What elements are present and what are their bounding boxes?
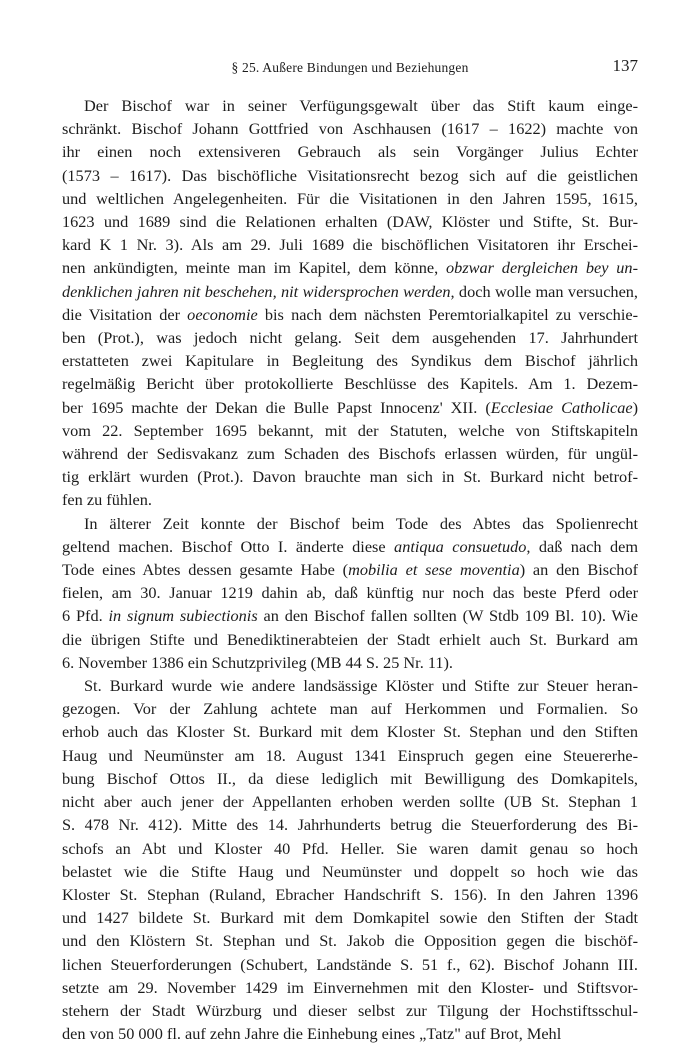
text-run: tig erklärt wurden (Prot.). Davon brauchte man sich in St. Burkard nicht betrof-: [62, 467, 638, 487]
italic-text: antiqua consuetudo,: [394, 536, 531, 556]
text-run: fen zu fühlen.: [62, 490, 152, 510]
text-run: schränkt. Bischof Johann Gottfried von Aschhausen (1617 – 1622) machte von: [62, 119, 638, 139]
text-run: Tode eines Abtes dessen gesamte Habe (: [62, 560, 349, 580]
body-text: [62, 94, 638, 1045]
italic-text: Ecclesiae Catholicae: [490, 397, 633, 417]
text-run: erstatteten zwei Kapitulare in Begleitung des Syndikus dem Bischof jährlich: [62, 351, 638, 371]
text-run: ber 1695 machte der Dekan die Bulle Papst Innocenz' XII. (: [62, 397, 491, 417]
italic-text: denklichen jahren nit beschehen, nit widersprochen werden,: [62, 281, 455, 301]
text-line: [62, 929, 638, 952]
italic-text: in signum subiectionis: [108, 606, 258, 626]
text-run: stehern der Stadt Würzburg und dieser selbst zur Tilgung der Hochstiftsschul-: [62, 1000, 638, 1020]
text-run: den von 50 000 fl. auf zehn Jahre die Einhebung eines „Tatz" auf Brot, Mehl: [62, 1024, 562, 1044]
text-run: 1623 und 1689 sind die Relationen erhalten (DAW, Klöster und Stifte, St. Bur-: [62, 212, 638, 232]
text-line: [62, 744, 638, 767]
text-run: St. Burkard wurde wie andere landsässige Klöster und Stifte zur Steuer heran-: [84, 676, 638, 696]
text-run: In älterer Zeit konnte der Bischof beim Tode des Abtes das Spolienrecht: [84, 513, 638, 533]
text-line: [62, 442, 638, 465]
text-run: Der Bischof war in seiner Verfügungsgewalt über das Stift kaum einge-: [84, 96, 638, 115]
text-line: [62, 256, 638, 279]
text-run: Haug und Neumünster am 18. August 1341 Einspruch gegen eine Steuererhe-: [62, 745, 638, 765]
text-line: [62, 628, 638, 651]
text-line: [62, 999, 638, 1022]
text-line: [62, 396, 638, 419]
text-line: [62, 837, 638, 860]
text-line: [62, 860, 638, 883]
text-line: [62, 581, 638, 604]
text-line: [62, 488, 638, 511]
text-line: [62, 906, 638, 929]
text-line: [62, 280, 638, 303]
text-run: ben (Prot.), was jedoch nicht gelang. Seit dem ausgehenden 17. Jahrhundert: [62, 328, 638, 348]
text-run: erhob auch das Kloster St. Burkard mit dem Kloster St. Stephan und den Stiften: [62, 722, 638, 742]
text-line: [62, 1022, 638, 1045]
text-line: [62, 558, 638, 581]
text-line: [62, 790, 638, 813]
text-run: nicht aber auch jener der Appellanten erhoben werden sollte (UB St. Stephan 1: [62, 792, 638, 812]
text-line: [62, 164, 638, 187]
text-run: S. 478 Nr. 412). Mitte des 14. Jahrhunderts betrug die Steuerforderung des Bi-: [62, 815, 638, 835]
text-run: und den Klöstern St. Stephan und St. Jakob die Opposition gegen die bischöf-: [62, 931, 638, 951]
text-line: [62, 604, 638, 627]
text-run: die übrigen Stifte und Benediktinerabteien der Stadt erhielt auch St. Burkard am: [62, 629, 638, 649]
text-line: [62, 210, 638, 233]
text-run: regelmäßig Bericht über protokollierte Beschlüsse des Kapitels. Am 1. Dezem-: [62, 374, 638, 394]
text-run: geltend machen. Bischof Otto I. änderte diese: [62, 536, 395, 556]
running-head: [62, 56, 638, 78]
text-line: [62, 140, 638, 163]
paragraph: [62, 94, 638, 512]
text-line: [62, 674, 638, 697]
text-line: [62, 512, 638, 535]
text-run: Kloster St. Stephan (Ruland, Ebracher Handschrift S. 156). In den Jahren 1396: [62, 884, 638, 904]
text-line: [62, 697, 638, 720]
text-line: [62, 535, 638, 558]
text-run: bung Bischof Ottos II., da diese lediglich mit Bewilligung des Domkapitels,: [62, 768, 638, 788]
text-run: 6 Pfd.: [62, 606, 109, 626]
text-run: nen ankündigten, meinte man im Kapitel, dem könne,: [62, 258, 447, 278]
section-title: § 25. Außere Bindungen und Beziehungen: [231, 60, 469, 75]
text-run: ) an den Bischof: [519, 560, 638, 580]
text-line: [62, 419, 638, 442]
text-line: [62, 465, 638, 488]
italic-text: mobilia et sese moventia: [348, 560, 520, 580]
text-line: [62, 720, 638, 743]
text-run: schofs an Abt und Kloster 40 Pfd. Heller. Sie waren damit genau so hoch: [62, 838, 638, 858]
text-line: [62, 372, 638, 395]
paragraph: [62, 674, 638, 1045]
text-run: (1573 – 1617). Das bischöfliche Visitationsrecht bezog sich auf die geistlichen: [62, 165, 638, 185]
paragraph: [62, 512, 638, 674]
page-number: 137: [612, 56, 638, 75]
text-run: lichen Steuerforderungen (Schubert, Landstände S. 51 f., 62). Bischof Johann III.: [62, 954, 638, 974]
text-run: bis nach dem nächsten Peremtorialkapitel zu verschie-: [257, 304, 638, 324]
text-run: kard K 1 Nr. 3). Als am 29. Juli 1689 die bischöflichen Visitatoren ihr Erschei-: [62, 235, 638, 255]
text-run: die Visitation der: [62, 304, 188, 324]
text-line: [62, 326, 638, 349]
text-line: [62, 767, 638, 790]
text-run: an den Bischof fallen sollten (W Stdb 109 Bl. 10). Wie: [257, 606, 638, 626]
text-run: daß nach dem: [530, 536, 638, 556]
text-run: doch wolle man versuchen,: [454, 281, 638, 301]
text-run: fielen, am 30. Januar 1219 dahin ab, daß künftig nur noch das beste Pferd oder: [62, 583, 638, 603]
text-run: 6. November 1386 ein Schutzprivileg (MB 44 S. 25 Nr. 11).: [62, 652, 454, 672]
text-line: [62, 883, 638, 906]
text-line: [62, 349, 638, 372]
text-line: [62, 94, 638, 117]
text-line: [62, 303, 638, 326]
text-run: ihr einen noch extensiveren Gebrauch als sein Vorgänger Julius Echter: [62, 142, 638, 162]
text-run: während der Sedisvakanz zum Schaden des Bischofs erlassen würden, für ungül-: [62, 444, 638, 464]
italic-text: oeconomie: [187, 304, 258, 324]
text-line: [62, 813, 638, 836]
text-line: [62, 117, 638, 140]
text-line: [62, 953, 638, 976]
italic-text: obzwar dergleichen bey un-: [446, 258, 638, 278]
text-run: vom 22. September 1695 bekannt, mit der Statuten, welche von Stiftskapiteln: [62, 420, 638, 440]
text-run: setzte am 29. November 1429 im Einvernehmen mit den Kloster- und Stiftsvor-: [62, 977, 638, 997]
text-run: und weltlichen Angelegenheiten. Für die Visitationen in den Jahren 1595, 1615,: [62, 188, 638, 208]
text-line: [62, 233, 638, 256]
text-run: belastet wie die Stifte Haug und Neumünster und doppelt so hoch wie das: [62, 861, 638, 881]
text-run: gezogen. Vor der Zahlung achtete man auf Herkommen und Formalien. So: [62, 699, 638, 719]
text-run: ): [632, 397, 638, 417]
text-line: [62, 187, 638, 210]
text-line: [62, 976, 638, 999]
text-run: und 1427 bildete St. Burkard mit dem Domkapitel sowie den Stiften der Stadt: [62, 908, 638, 928]
text-line: [62, 651, 638, 674]
